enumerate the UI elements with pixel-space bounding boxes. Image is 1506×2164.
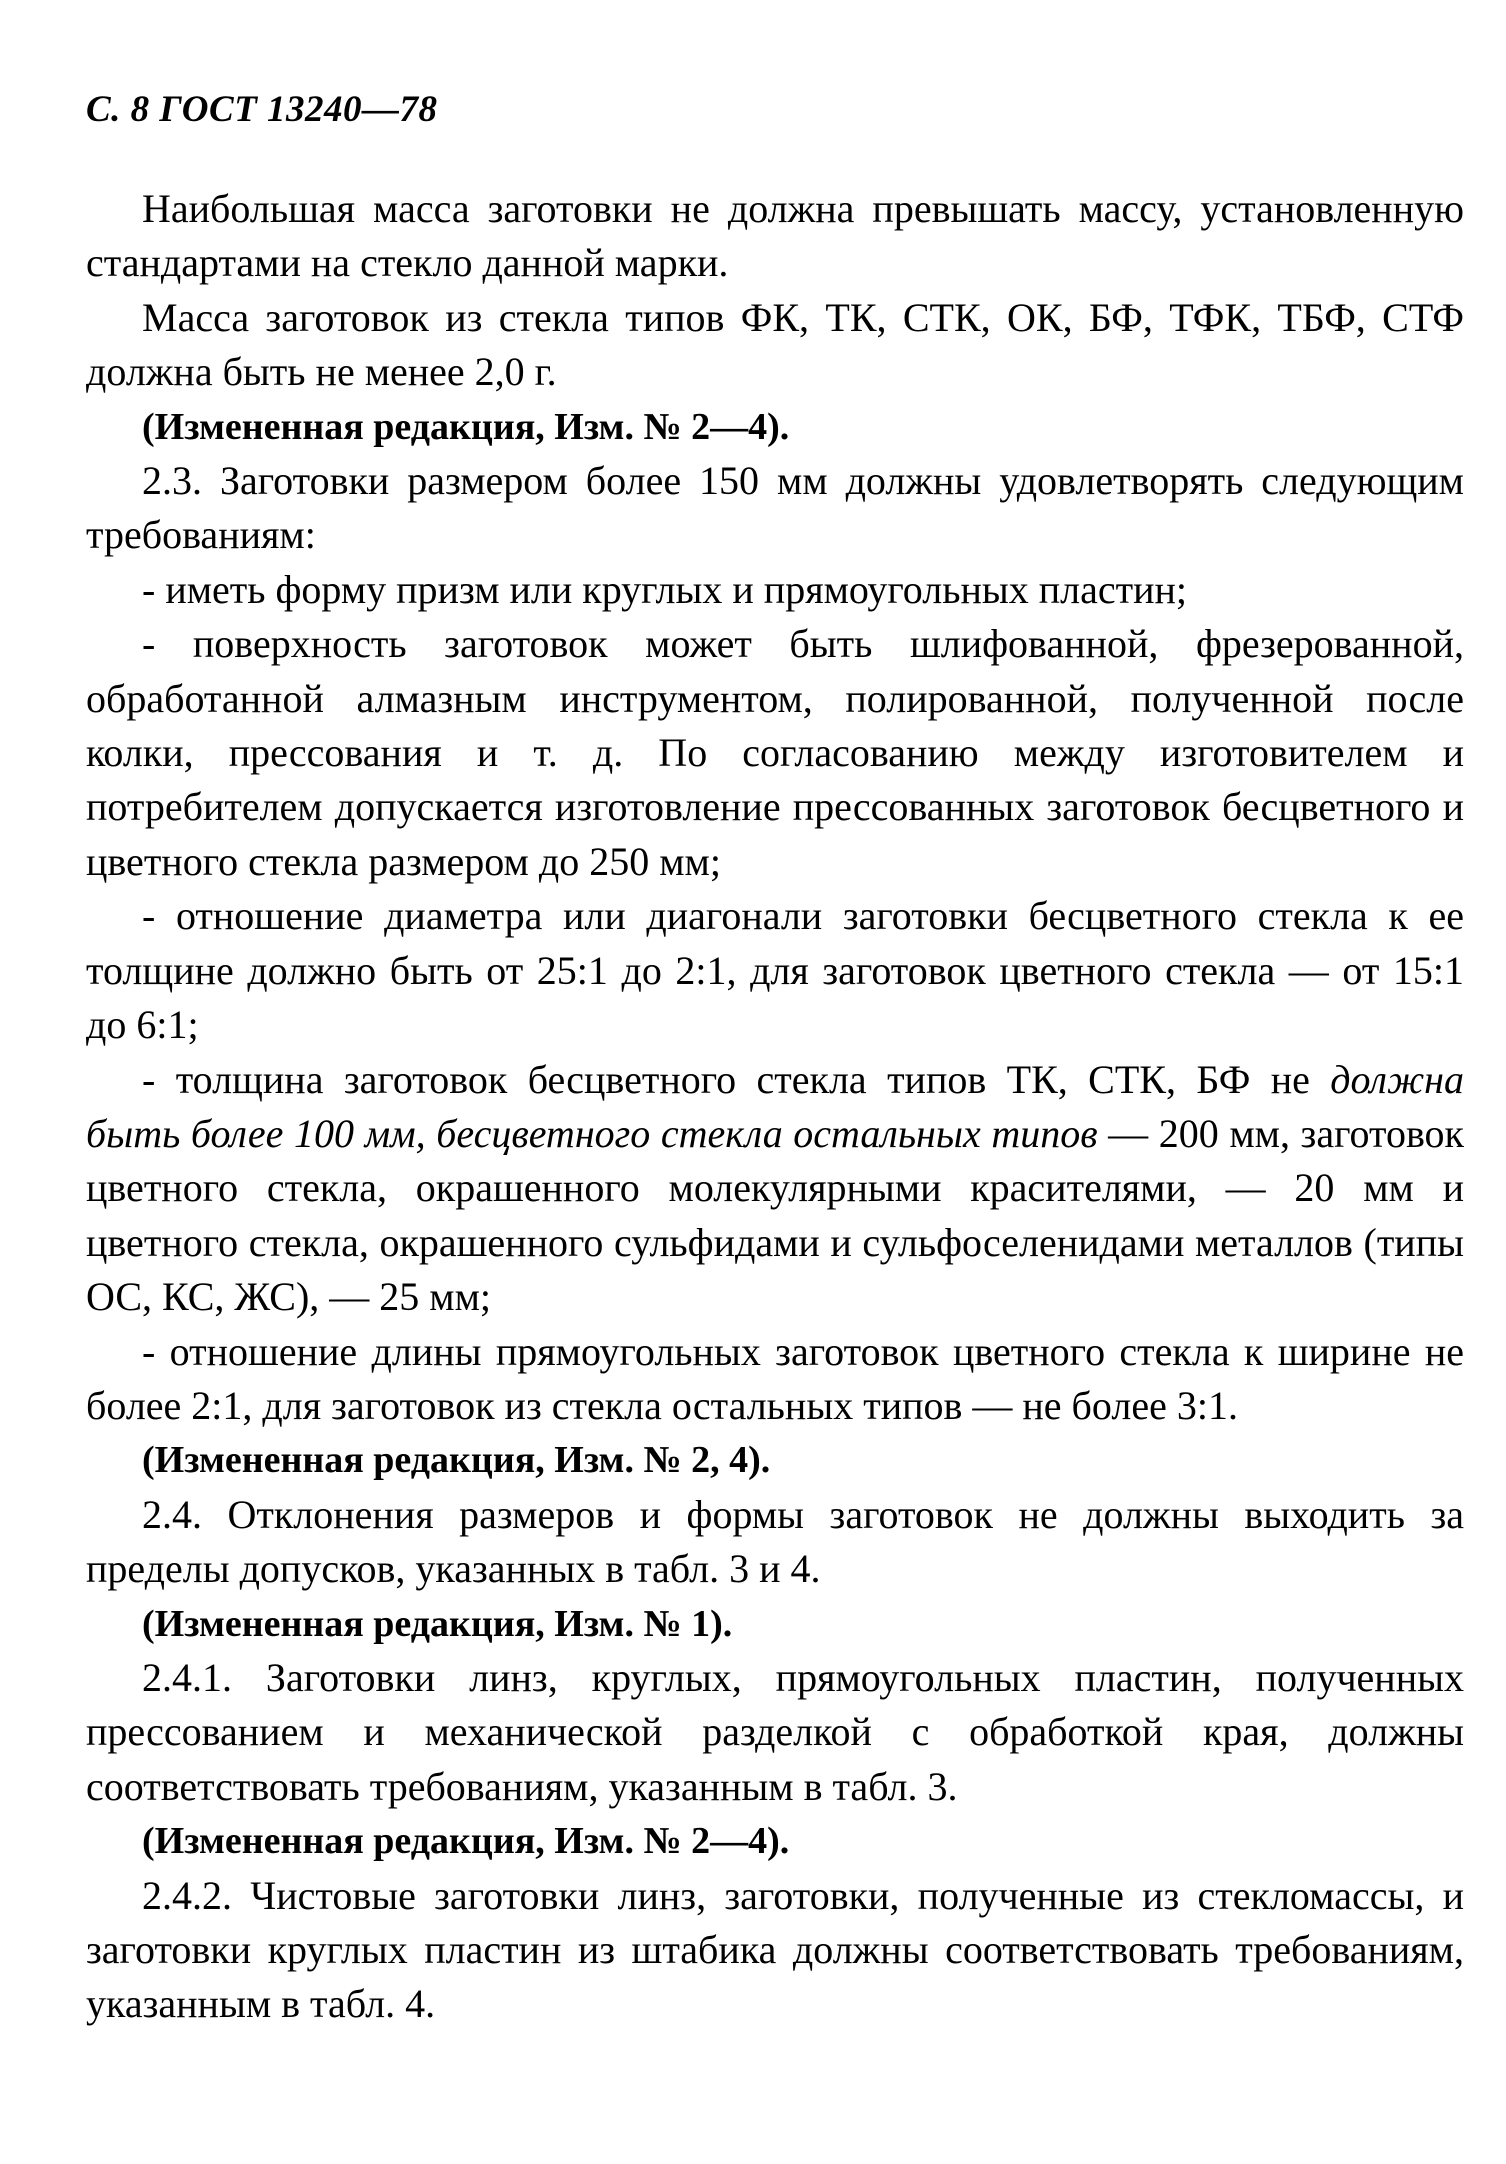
amendment-note: (Измененная редакция, Изм. № 1). (142, 1602, 733, 1645)
amendment-note: (Измененная редакция, Изм. № 2—4). (142, 1820, 790, 1863)
paragraph-2-4: 2.4. Отклонения размеров и формы заготовок не должны выходить за пределы допусков, указанных в табл. 3 и 4. (86, 1491, 1464, 1592)
thickness-text-start: - толщина заготовок бесцветного стекла типов ТК, СТК, БФ не (142, 1056, 1331, 1102)
paragraph-2-3: 2.3. Заготовки размером более 150 мм должны удовлетворять следующим требованиям: (86, 458, 1464, 558)
list-item-diameter-ratio: - отношение диаметра или диагонали заготовки бесцветного стекла к ее толщине должно быть от 25:1 до 2:1, для заготовок цветного стекла — от 15:1 до 6:1; (86, 893, 1464, 1048)
page-header: С. 8 ГОСТ 13240—78 (86, 89, 438, 130)
paragraph-2-4-2: 2.4.2. Чистовые заготовки линз, заготовки, полученные из стекломассы, и заготовки круглых пластин из штабика должны соответствовать требованиям, указанным в табл. 4. (86, 1872, 1464, 2027)
amendment-note: (Измененная редакция, Изм. № 2, 4). (142, 1439, 771, 1482)
list-item-shape: - иметь форму призм или круглых и прямоугольных пластин; (142, 566, 1188, 612)
list-item-length-ratio: - отношение длины прямоугольных заготовок цветного стекла к ширине не более 2:1, для заготовок из стекла остальных типов — не более 3:1. (86, 1328, 1464, 1428)
thickness-text-italic: должна быть более 100 мм, бесцветного стекла остальных типов (86, 1056, 1464, 1156)
document-body (86, 182, 1464, 2032)
paragraph-min-mass: Масса заготовок из стекла типов ФК, ТК, СТК, ОК, БФ, ТФК, ТБФ, СТФ должна быть не менее 2,0 г. (86, 294, 1464, 395)
list-item-thickness (86, 1053, 1464, 1325)
paragraph-2-4-1: 2.4.1. Заготовки линз, круглых, прямоугольных пластин, полученных прессованием и механической разделкой с обработкой края, должны соответствовать требованиям, указанным в табл. 3. (86, 1654, 1464, 1809)
amendment-note: (Измененная редакция, Изм. № 2—4). (142, 405, 790, 448)
thickness-text-end: — 200 мм, заготовок цветного стекла, окрашенного молекулярными красителями, — 20 мм и цветного стекла, окрашенного сульфидами и сульфоселенидами металлов (типы ОС, КС, ЖС), — 25 мм; (86, 1110, 1464, 1320)
list-item-surface: - поверхность заготовок может быть шлифованной, фрезерованной, обработанной алмазным инструментом, полированной, полученной после колки, прессования и т. д. По согласованию между изготовителем и потребителем допускается изготовление прессованных заготовок бесцветного и цветного стекла размером до 250 мм; (86, 621, 1464, 884)
paragraph-max-mass: Наибольшая масса заготовки не должна превышать массу, установленную стандартами на стекло данной марки. (86, 186, 1464, 286)
